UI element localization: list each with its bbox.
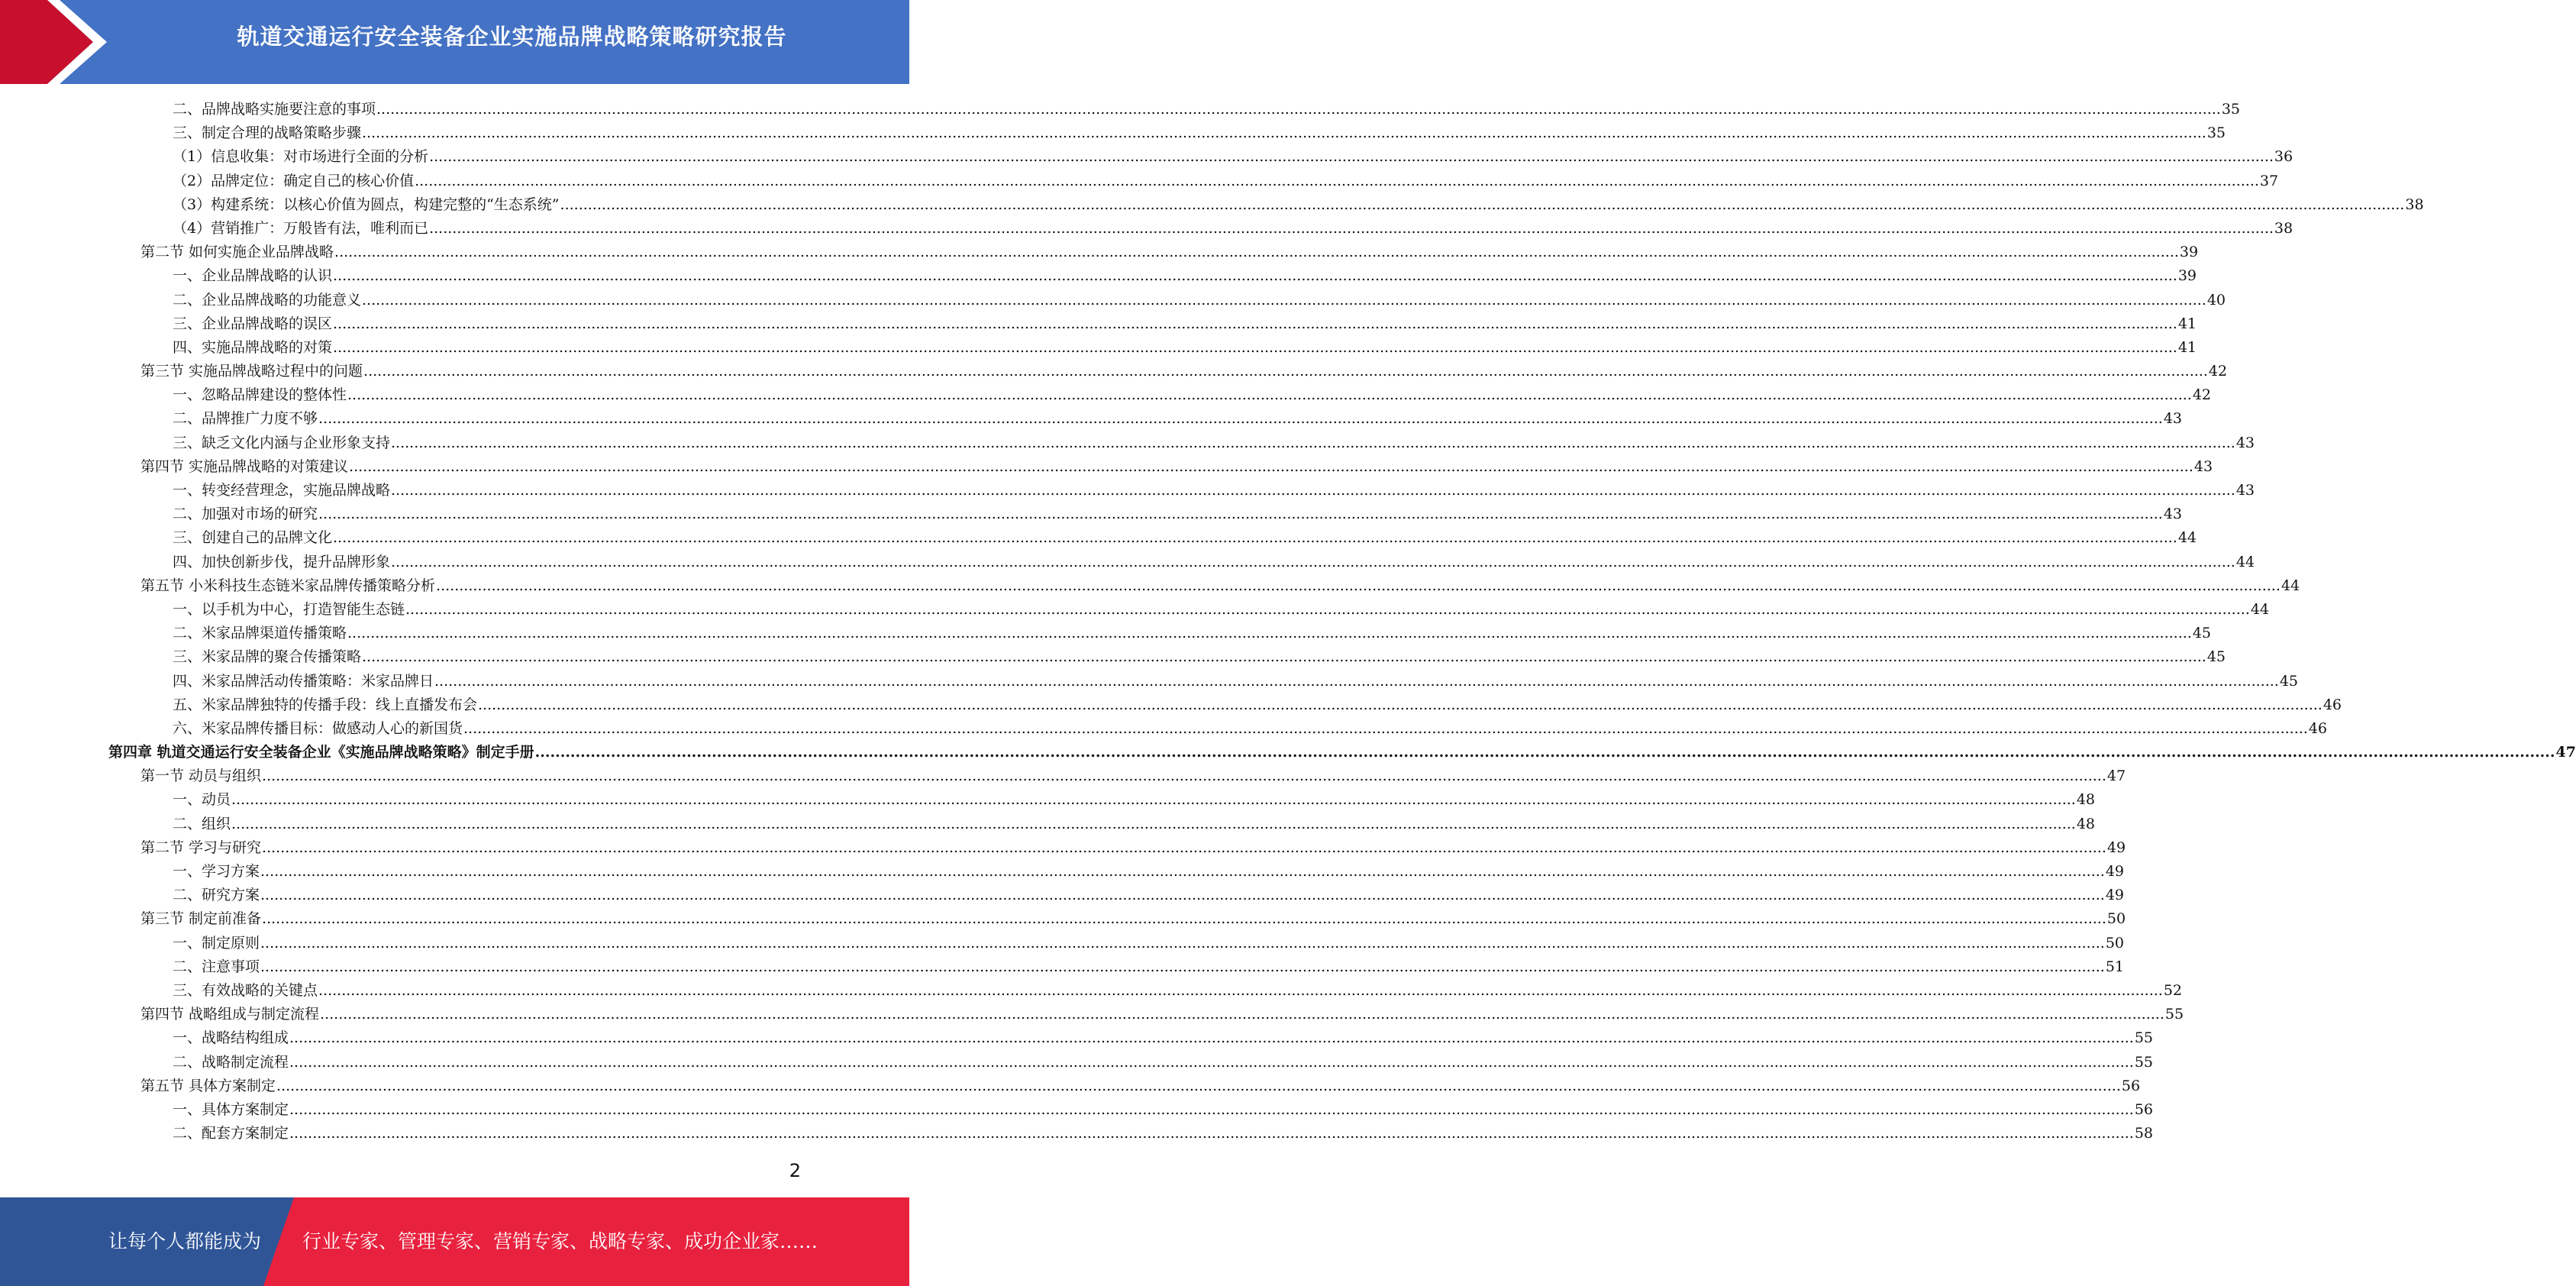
toc-entry-page: 40 <box>2206 291 2226 309</box>
toc-entry-title: 三、缺乏文化内涵与企业形象支持 <box>173 434 391 451</box>
toc-entry[interactable] <box>0 764 2126 788</box>
toc-entry-title: 三、创建自己的品牌文化 <box>173 529 333 547</box>
toc-entry[interactable] <box>0 717 2328 741</box>
toc-entry-page: 50 <box>2105 934 2125 952</box>
toc-entry[interactable] <box>0 455 2213 479</box>
toc-entry[interactable] <box>0 217 2294 241</box>
toc-entry[interactable] <box>0 407 2183 431</box>
toc-entry[interactable] <box>0 193 2424 217</box>
toc-entry-title: 第五节 小米科技生态链米家品牌传播策略分析 <box>140 577 436 594</box>
toc-dot-leader: ................................................................................................................................................................................................................................................................................................................................................................................................................ <box>318 981 2163 999</box>
toc-dot-leader: ................................................................................................................................................................................................................................................................................................................................................................................................................ <box>362 648 2206 666</box>
toc-entry[interactable] <box>0 1122 2154 1145</box>
toc-entry-page: 36 <box>2274 148 2294 166</box>
toc-dot-leader: ................................................................................................................................................................................................................................................................................................................................................................................................................ <box>434 672 2279 690</box>
toc-entry-title: 一、企业品牌战略的认识 <box>173 267 333 285</box>
toc-entry-page: 47 <box>2106 767 2126 785</box>
toc-dot-leader: ................................................................................................................................................................................................................................................................................................................................................................................................................ <box>289 1100 2134 1118</box>
toc-entry-title: 一、动员 <box>173 791 231 809</box>
toc-dot-leader: ................................................................................................................................................................................................................................................................................................................................................................................................................ <box>405 600 2250 618</box>
toc-entry-title: （4）营销推广：万般皆有法，唯利而已 <box>173 219 429 237</box>
toc-entry-title: 第四章 轨道交通运行安全装备企业《实施品牌战略策略》制定手册 <box>108 744 534 761</box>
toc-entry-page: 58 <box>2134 1125 2154 1142</box>
toc-entry[interactable] <box>0 979 2183 1003</box>
toc-dot-leader: ................................................................................................................................................................................................................................................................................................................................................................................................................ <box>363 363 2208 380</box>
toc-entry[interactable] <box>0 1051 2154 1074</box>
toc-dot-leader: ................................................................................................................................................................................................................................................................................................................................................................................................................ <box>231 815 2076 832</box>
toc-entry-title: 六、米家品牌传播目标：做感动人心的新国货 <box>173 719 463 737</box>
toc-entry-page: 42 <box>2192 386 2212 404</box>
toc-entry-page: 44 <box>2235 553 2255 570</box>
toc-entry[interactable] <box>0 1074 2141 1098</box>
toc-entry-page: 48 <box>2076 815 2096 832</box>
toc-entry-title: 第二节 如何实施企业品牌战略 <box>140 244 334 261</box>
toc-entry-title: 二、加强对市场的研究 <box>173 506 318 523</box>
toc-entry-title: 二、研究方案 <box>173 887 260 904</box>
toc-entry-page: 46 <box>2323 696 2342 713</box>
toc-dot-leader: ................................................................................................................................................................................................................................................................................................................................................................................................................ <box>260 887 2105 904</box>
toc-dot-leader: ................................................................................................................................................................................................................................................................................................................................................................................................................ <box>429 219 2274 237</box>
toc-dot-leader: ................................................................................................................................................................................................................................................................................................................................................................................................................ <box>320 1006 2164 1023</box>
toc-entry-page: 44 <box>2177 529 2197 547</box>
toc-dot-leader: ................................................................................................................................................................................................................................................................................................................................................................................................................ <box>333 267 2177 285</box>
toc-dot-leader: ................................................................................................................................................................................................................................................................................................................................................................................................................ <box>347 625 2192 642</box>
toc-entry[interactable] <box>0 170 2279 193</box>
toc-entry[interactable] <box>0 241 2199 264</box>
toc-entry[interactable] <box>0 479 2255 502</box>
page-number: 2 <box>789 1160 801 1181</box>
toc-entry[interactable] <box>0 360 2228 383</box>
toc-entry[interactable] <box>0 526 2197 550</box>
toc-entry-title: （2）品牌定位：确定自己的核心价值 <box>173 172 415 189</box>
toc-entry[interactable] <box>0 670 2299 693</box>
toc-entry-page: 45 <box>2192 625 2212 642</box>
toc-entry-title: 二、品牌推广力度不够 <box>173 410 318 428</box>
toc-entry[interactable] <box>0 836 2126 860</box>
toc-entry[interactable] <box>0 932 2125 955</box>
toc-entry-title: 四、米家品牌活动传播策略：米家品牌日 <box>173 672 434 690</box>
toc-entry[interactable] <box>0 145 2294 169</box>
toc-dot-leader: ................................................................................................................................................................................................................................................................................................................................................................................................................ <box>391 482 2235 499</box>
toc-entry-page: 38 <box>2405 195 2424 213</box>
toc-entry-page: 56 <box>2134 1100 2154 1118</box>
toc-entry-page: 46 <box>2308 719 2328 737</box>
page-footer <box>0 1197 909 1286</box>
toc-dot-leader: ................................................................................................................................................................................................................................................................................................................................................................................................................ <box>362 291 2206 309</box>
toc-entry[interactable] <box>0 645 2226 669</box>
toc-dot-leader: ................................................................................................................................................................................................................................................................................................................................................................................................................ <box>391 553 2235 570</box>
toc-entry-title: 五、米家品牌独特的传播手段：线上直播发布会 <box>173 696 478 713</box>
table-of-contents <box>0 98 2576 1145</box>
toc-dot-leader: ................................................................................................................................................................................................................................................................................................................................................................................................................ <box>376 101 2221 118</box>
toc-entry-title: 二、企业品牌战略的功能意义 <box>173 291 362 309</box>
toc-entry[interactable] <box>0 312 2197 336</box>
toc-entry-page: 51 <box>2105 958 2125 975</box>
toc-dot-leader: ................................................................................................................................................................................................................................................................................................................................................................................................................ <box>333 315 2177 332</box>
toc-entry-title: （3）构建系统：以核心价值为圆点，构建完整的“生态系统” <box>173 195 560 213</box>
toc-entry-page: 56 <box>2121 1077 2141 1094</box>
toc-entry[interactable] <box>0 98 2241 121</box>
toc-entry-title: 二、配套方案制定 <box>173 1125 289 1142</box>
toc-entry[interactable] <box>0 502 2183 526</box>
toc-entry-title: 三、米家品牌的聚合传播策略 <box>173 648 362 666</box>
toc-entry-page: 38 <box>2274 219 2294 237</box>
toc-entry-page: 41 <box>2177 338 2197 356</box>
header-title: 轨道交通运行安全装备企业实施品牌战略策略研究报告 <box>237 24 787 50</box>
toc-entry-page: 48 <box>2076 791 2096 809</box>
toc-dot-leader: ................................................................................................................................................................................................................................................................................................................................................................................................................ <box>318 410 2163 428</box>
toc-entry-title: 第二节 学习与研究 <box>140 838 262 856</box>
toc-entry-title: 二、米家品牌渠道传播策略 <box>173 625 347 642</box>
toc-entry-title: 四、实施品牌战略的对策 <box>173 338 333 356</box>
toc-dot-leader: ................................................................................................................................................................................................................................................................................................................................................................................................................ <box>534 744 2555 761</box>
toc-entry-page: 47 <box>2555 744 2576 761</box>
toc-entry-page: 43 <box>2235 434 2255 451</box>
footer-slogan-right: 行业专家、管理专家、营销专家、战略专家、成功企业家…… <box>302 1230 818 1252</box>
toc-entry-title: 第四节 实施品牌战略的对策建议 <box>140 457 349 475</box>
toc-entry[interactable] <box>0 598 2270 622</box>
toc-dot-leader: ................................................................................................................................................................................................................................................................................................................................................................................................................ <box>349 457 2193 475</box>
toc-entry-page: 44 <box>2250 600 2270 618</box>
toc-entry[interactable] <box>0 336 2197 360</box>
toc-entry-page: 52 <box>2163 981 2183 999</box>
toc-dot-leader: ................................................................................................................................................................................................................................................................................................................................................................................................................ <box>289 1053 2134 1071</box>
toc-dot-leader: ................................................................................................................................................................................................................................................................................................................................................................................................................ <box>262 767 2106 785</box>
toc-entry-title: 二、注意事项 <box>173 958 260 975</box>
toc-entry[interactable] <box>0 431 2255 455</box>
toc-dot-leader: ................................................................................................................................................................................................................................................................................................................................................................................................................ <box>436 577 2281 594</box>
toc-dot-leader: ................................................................................................................................................................................................................................................................................................................................................................................................................ <box>429 148 2274 166</box>
toc-dot-leader: ................................................................................................................................................................................................................................................................................................................................................................................................................ <box>478 696 2323 713</box>
toc-entry-page: 45 <box>2279 672 2299 690</box>
toc-entry-page: 43 <box>2163 410 2183 428</box>
toc-dot-leader: ................................................................................................................................................................................................................................................................................................................................................................................................................ <box>333 338 2177 356</box>
toc-entry-title: 第五节 具体方案制定 <box>140 1077 276 1094</box>
toc-dot-leader: ................................................................................................................................................................................................................................................................................................................................................................................................................ <box>260 958 2105 975</box>
toc-entry-page: 43 <box>2235 482 2255 499</box>
page-header <box>0 0 909 84</box>
toc-entry[interactable] <box>0 1098 2154 1122</box>
toc-entry-page: 45 <box>2206 648 2226 666</box>
toc-entry[interactable] <box>0 121 2226 145</box>
toc-entry-title: 一、学习方案 <box>173 863 260 880</box>
toc-entry-page: 49 <box>2105 887 2125 904</box>
toc-entry-page: 55 <box>2134 1029 2154 1047</box>
toc-dot-leader: ................................................................................................................................................................................................................................................................................................................................................................................................................ <box>231 791 2076 809</box>
toc-entry[interactable] <box>0 788 2096 812</box>
toc-entry-title: 一、具体方案制定 <box>173 1100 289 1118</box>
toc-entry[interactable] <box>0 622 2212 645</box>
toc-entry-title: 一、制定原则 <box>173 934 260 952</box>
toc-entry[interactable] <box>0 383 2212 407</box>
toc-dot-leader: ................................................................................................................................................................................................................................................................................................................................................................................................................ <box>289 1125 2134 1142</box>
toc-entry[interactable] <box>0 1003 2184 1026</box>
toc-entry[interactable] <box>0 1026 2154 1050</box>
toc-entry[interactable] <box>0 551 2255 574</box>
toc-entry-page: 49 <box>2105 863 2125 880</box>
toc-dot-leader: ................................................................................................................................................................................................................................................................................................................................................................................................................ <box>262 838 2106 856</box>
footer-slogan-left: 让每个人都能成为 <box>108 1230 262 1252</box>
toc-dot-leader: ................................................................................................................................................................................................................................................................................................................................................................................................................ <box>334 244 2179 261</box>
toc-entry[interactable] <box>0 860 2125 884</box>
toc-entry-title: 一、以手机为中心，打造智能生态链 <box>173 600 405 618</box>
toc-entry-page: 39 <box>2177 267 2197 285</box>
toc-dot-leader: ................................................................................................................................................................................................................................................................................................................................................................................................................ <box>560 195 2405 213</box>
toc-entry[interactable] <box>0 741 2576 764</box>
toc-dot-leader: ................................................................................................................................................................................................................................................................................................................................................................................................................ <box>289 1029 2134 1047</box>
toc-entry[interactable] <box>0 574 2300 598</box>
toc-entry-page: 43 <box>2193 457 2213 475</box>
toc-entry[interactable] <box>0 289 2226 312</box>
toc-entry-title: 一、转变经营理念，实施品牌战略 <box>173 482 391 499</box>
toc-dot-leader: ................................................................................................................................................................................................................................................................................................................................................................................................................ <box>362 124 2206 142</box>
toc-entry-page: 39 <box>2179 244 2199 261</box>
toc-entry-page: 42 <box>2208 363 2228 380</box>
toc-entry-title: 一、忽略品牌建设的整体性 <box>173 386 347 404</box>
toc-entry-page: 44 <box>2281 577 2300 594</box>
toc-entry-title: 三、制定合理的战略策略步骤 <box>173 124 362 142</box>
toc-dot-leader: ................................................................................................................................................................................................................................................................................................................................................................................................................ <box>463 719 2308 737</box>
toc-entry-title: 一、战略结构组成 <box>173 1029 289 1047</box>
toc-entry-title: 第三节 制定前准备 <box>140 910 262 928</box>
toc-entry[interactable] <box>0 955 2125 979</box>
toc-dot-leader: ................................................................................................................................................................................................................................................................................................................................................................................................................ <box>333 529 2177 547</box>
toc-entry[interactable] <box>0 264 2197 288</box>
toc-entry-title: 三、有效战略的关键点 <box>173 981 318 999</box>
toc-entry-page: 49 <box>2106 838 2126 856</box>
toc-dot-leader: ................................................................................................................................................................................................................................................................................................................................................................................................................ <box>391 434 2235 451</box>
toc-entry-page: 55 <box>2134 1053 2154 1071</box>
toc-entry-title: 二、组织 <box>173 815 231 832</box>
toc-dot-leader: ................................................................................................................................................................................................................................................................................................................................................................................................................ <box>318 506 2163 523</box>
toc-entry[interactable] <box>0 813 2096 836</box>
toc-entry-page: 50 <box>2106 910 2126 928</box>
toc-entry[interactable] <box>0 693 2342 717</box>
toc-dot-leader: ................................................................................................................................................................................................................................................................................................................................................................................................................ <box>415 172 2259 189</box>
toc-entry-title: 第四节 战略组成与制定流程 <box>140 1006 320 1023</box>
toc-dot-leader: ................................................................................................................................................................................................................................................................................................................................................................................................................ <box>262 910 2106 928</box>
toc-entry-page: 41 <box>2177 315 2197 332</box>
toc-entry-title: （1）信息收集：对市场进行全面的分析 <box>173 148 429 166</box>
toc-entry-title: 二、品牌战略实施要注意的事项 <box>173 101 376 118</box>
toc-entry[interactable] <box>0 907 2126 931</box>
toc-entry-title: 四、加快创新步伐，提升品牌形象 <box>173 553 391 570</box>
toc-entry-title: 三、企业品牌战略的误区 <box>173 315 333 332</box>
toc-entry-page: 37 <box>2259 172 2279 189</box>
toc-entry-page: 35 <box>2221 101 2241 118</box>
toc-entry-title: 第三节 实施品牌战略过程中的问题 <box>140 363 363 380</box>
toc-entry-page: 55 <box>2164 1006 2184 1023</box>
toc-entry[interactable] <box>0 884 2125 907</box>
toc-dot-leader: ................................................................................................................................................................................................................................................................................................................................................................................................................ <box>347 386 2192 404</box>
toc-entry-page: 35 <box>2206 124 2226 142</box>
toc-dot-leader: ................................................................................................................................................................................................................................................................................................................................................................................................................ <box>260 934 2105 952</box>
toc-entry-title: 二、战略制定流程 <box>173 1053 289 1071</box>
toc-entry-page: 43 <box>2163 506 2183 523</box>
toc-dot-leader: ................................................................................................................................................................................................................................................................................................................................................................................................................ <box>276 1077 2121 1094</box>
toc-dot-leader: ................................................................................................................................................................................................................................................................................................................................................................................................................ <box>260 863 2105 880</box>
toc-entry-title: 第一节 动员与组织 <box>140 767 262 785</box>
